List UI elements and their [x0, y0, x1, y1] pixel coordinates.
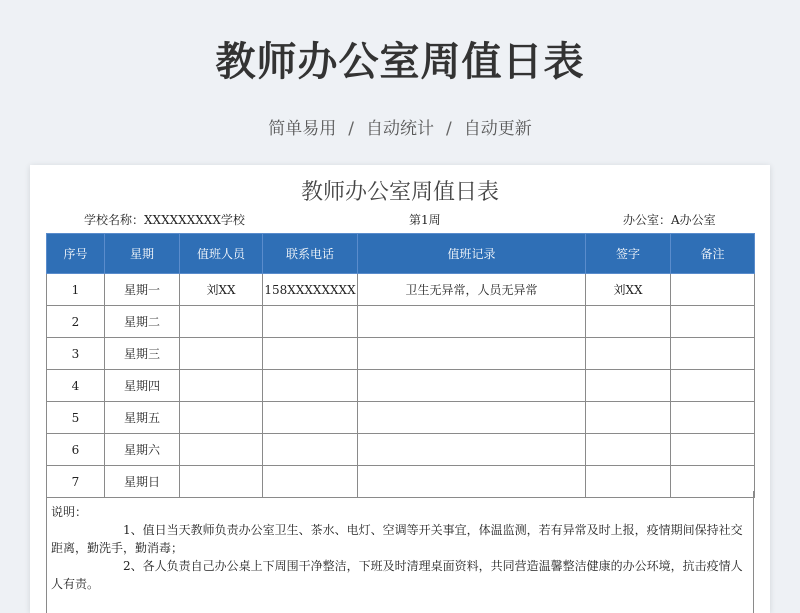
table-row: [47, 306, 755, 338]
table-cell[interactable]: [263, 338, 358, 370]
school-name: 学校名称：XXXXXXXXX学校: [84, 213, 245, 227]
table-cell[interactable]: 3: [47, 338, 105, 370]
table-cell[interactable]: 7: [47, 466, 105, 498]
table-cell[interactable]: 星期二: [105, 306, 180, 338]
duty-table: [46, 233, 755, 498]
table-cell[interactable]: [671, 402, 755, 434]
table-cell[interactable]: 星期日: [105, 466, 180, 498]
table-cell[interactable]: [263, 402, 358, 434]
table-cell[interactable]: 4: [47, 370, 105, 402]
table-cell[interactable]: 星期一: [105, 274, 180, 306]
table-cell[interactable]: [586, 370, 671, 402]
office-label: 办公室：A办公室: [623, 213, 716, 227]
hero-tag: 简单易用: [268, 119, 337, 139]
note-item: 2、各人负责自己办公桌上下周围干净整洁，下班及时清理桌面资料，共同营造温馨整洁健康的办公环境，抗击疫情人人有责。: [51, 559, 743, 591]
table-cell[interactable]: 星期四: [105, 370, 180, 402]
table-cell[interactable]: [358, 306, 586, 338]
note-item: 1、值日当天教师负责办公室卫生、茶水、电灯、空调等开关事宜，体温监测，若有异常及时上报，疫情期间保持社交距离，勤洗手，勤消毒；: [51, 523, 743, 555]
table-cell[interactable]: [180, 338, 263, 370]
table-cell[interactable]: 刘XX: [180, 274, 263, 306]
table-cell[interactable]: 158XXXXXXXX: [263, 274, 358, 306]
table-cell[interactable]: 星期六: [105, 434, 180, 466]
notes-label: 说明：: [51, 505, 88, 519]
table-cell[interactable]: [671, 434, 755, 466]
table-row: [47, 338, 755, 370]
table-row: [47, 402, 755, 434]
hero-separator: /: [446, 119, 452, 139]
column-header: 签字: [586, 234, 671, 274]
week-label: 第1周: [409, 213, 441, 227]
table-cell[interactable]: [358, 402, 586, 434]
table-row: [47, 370, 755, 402]
table-cell[interactable]: 星期五: [105, 402, 180, 434]
document-title: 教师办公室周值日表: [300, 180, 499, 205]
table-header-row: [47, 234, 755, 274]
hero-title: 教师办公室周值日表: [215, 39, 585, 85]
table-cell[interactable]: [671, 370, 755, 402]
table-cell[interactable]: 1: [47, 274, 105, 306]
table-cell[interactable]: [263, 434, 358, 466]
table-cell[interactable]: [358, 338, 586, 370]
column-header: 序号: [47, 234, 105, 274]
table-cell[interactable]: 6: [47, 434, 105, 466]
hero-tag: 自动统计: [366, 119, 434, 139]
table-cell[interactable]: [671, 338, 755, 370]
table-cell[interactable]: 5: [47, 402, 105, 434]
table-cell[interactable]: [671, 274, 755, 306]
table-cell[interactable]: [358, 370, 586, 402]
table-cell[interactable]: [586, 434, 671, 466]
table-cell[interactable]: 刘XX: [586, 274, 671, 306]
table-row: [47, 274, 755, 306]
table-cell[interactable]: [586, 338, 671, 370]
table-cell[interactable]: 卫生无异常，人员无异常: [358, 274, 586, 306]
column-header: 星期: [105, 234, 180, 274]
table-cell[interactable]: 2: [47, 306, 105, 338]
column-header: 备注: [671, 234, 755, 274]
hero-separator: /: [348, 119, 354, 139]
table-cell[interactable]: [586, 306, 671, 338]
table-cell[interactable]: [263, 370, 358, 402]
spreadsheet-preview: [30, 165, 770, 613]
table-cell[interactable]: [358, 434, 586, 466]
column-header: 值班记录: [358, 234, 586, 274]
hero-subtitle: [0, 114, 800, 139]
table-cell[interactable]: [586, 402, 671, 434]
column-header: 值班人员: [180, 234, 263, 274]
table-cell[interactable]: [671, 306, 755, 338]
table-cell[interactable]: [180, 370, 263, 402]
column-header: 联系电话: [263, 234, 358, 274]
table-cell[interactable]: [180, 434, 263, 466]
table-cell[interactable]: [180, 402, 263, 434]
hero-tag: 自动更新: [463, 119, 532, 139]
table-cell[interactable]: 星期三: [105, 338, 180, 370]
table-cell[interactable]: [180, 306, 263, 338]
table-cell[interactable]: [263, 306, 358, 338]
table-row: [47, 434, 755, 466]
notes-section: [46, 491, 754, 613]
